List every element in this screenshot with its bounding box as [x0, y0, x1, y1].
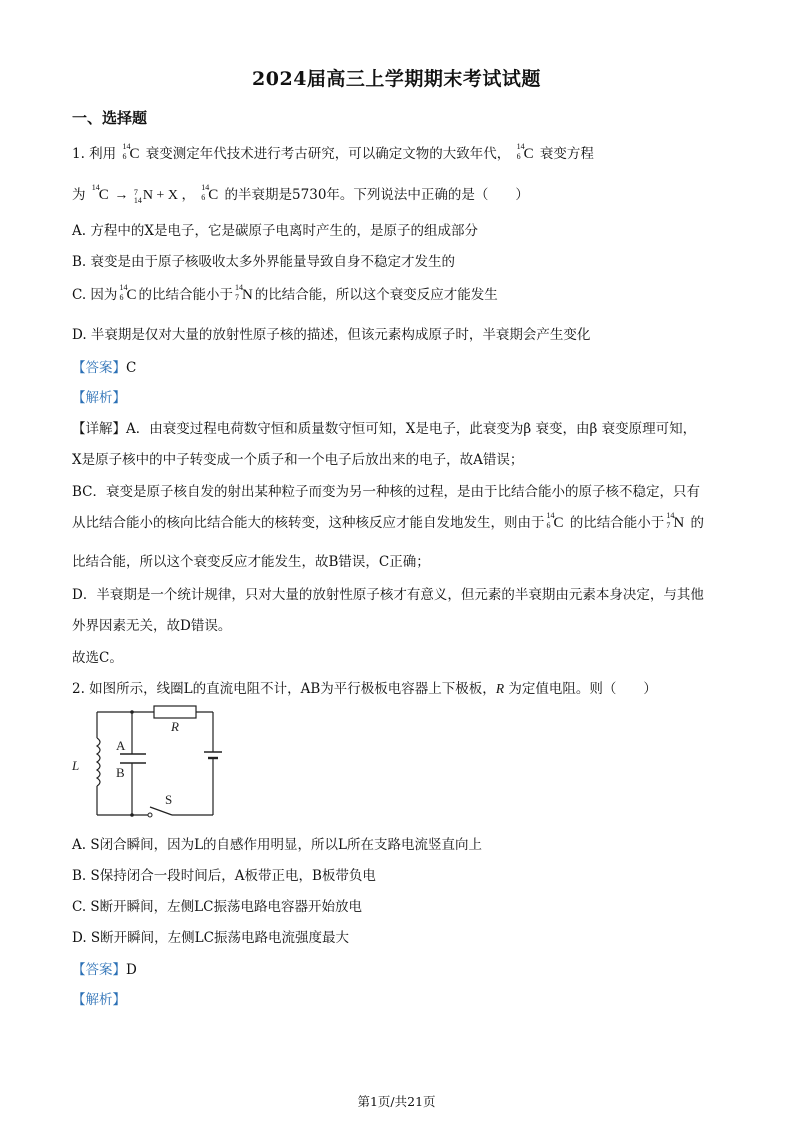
label-l: L — [72, 758, 80, 773]
q1-stem-text: 衰变方程 — [539, 146, 594, 162]
q1-detail-b-line3: 比结合能，所以这个衰变反应才能发生，故B错误，C正确； — [72, 554, 430, 570]
page-title: 2024届高三上学期期末考试试题 — [252, 68, 541, 90]
q1-stem-line2: 为 14 C → 14 7 N + X ， 14 6 C 的半衰期是5730年。下列说法中正确的是（ ） — [72, 183, 529, 205]
q2-stem: 2. 如图所示，线圈L的直流电阻不计，AB为平行极板电容器上下极板，R 为定值电阻。则（ ） — [72, 681, 657, 697]
section-heading: 一、选择题 — [72, 109, 148, 127]
inductor-l — [97, 738, 100, 786]
page-footer: 第1页/共21页 — [357, 1094, 436, 1109]
answer-value: C — [126, 360, 137, 376]
label-r: R — [171, 719, 179, 734]
nuclide-c14: 14 6 C — [201, 183, 219, 203]
q1-option-b: B. 衰变是由于原子核吸收太多外界能量导致自身不稳定才发生的 — [72, 254, 456, 270]
q1-option-c: C. 因为 14 6 C 的比结合能小于 14 7 N 的比结合能，所以这个衰变反应才能发生 — [72, 283, 498, 303]
q1-analysis-tag: 【解析】 — [72, 390, 126, 406]
q2-option-d: D. S断开瞬间，左侧LC振荡电路电流强度最大 — [72, 930, 349, 946]
lc-circuit-diagram — [70, 700, 230, 825]
q1-stem-line1 — [72, 142, 594, 163]
switch-s — [150, 807, 172, 815]
resistor-r — [154, 706, 196, 718]
q1-stem-text: 1. 利用 — [72, 146, 117, 162]
q1-detail-b-line1: BC．衰变是原子核自发的射出某种粒子而变为另一种核的过程，是由于比结合能小的原子核不稳定，只有 — [72, 484, 700, 500]
q1-detail-a-line1: 【详解】A．由衰变过程电荷数守恒和质量数守恒可知，X是电子，此衰变为β 衰变，由β 衰变原理可知， — [72, 421, 697, 437]
nuclide-c14: 14 6 C — [122, 142, 140, 162]
nuclide-c14: 14 6 C — [516, 142, 534, 162]
q2-analysis-tag: 【解析】 — [72, 992, 126, 1008]
answer-tag: 【答案】 — [72, 360, 126, 376]
q1-detail-b-line2: 从比结合能小的核向比结合能大的核转变，这种核反应才能自发地发生，则由于 14 6 C 的比结合能小于 14 7 N 的 — [72, 511, 704, 531]
q2-option-a: A. S闭合瞬间，因为L的自感作用明显，所以L所在支路电流竖直向上 — [72, 837, 483, 853]
label-s: S — [165, 792, 173, 807]
q1-option-d: D. 半衰期是仅对大量的放射性原子核的描述，但该元素构成原子时，半衰期会产生变化 — [72, 327, 591, 343]
q2-option-b: B. S保持闭合一段时间后，A板带正电，B板带负电 — [72, 868, 376, 884]
label-a: A — [116, 738, 126, 753]
q1-stem-text: 衰变测定年代技术进行考古研究，可以确定文物的大致年代， — [145, 146, 511, 162]
label-b: B — [116, 765, 125, 780]
q1-conclusion: 故选C。 — [72, 650, 123, 666]
detail-tag: 【详解】 — [72, 421, 126, 437]
decay-equation: 14 C → 14 7 N + X — [91, 183, 178, 205]
q1-option-a: A. 方程中的X是电子，它是碳原子电离时产生的，是原子的组成部分 — [72, 223, 478, 239]
q1-answer — [72, 359, 136, 377]
q1-detail-a-line2: X是原子核中的中子转变成一个质子和一个电子后放出来的电子，故A错误； — [72, 452, 524, 468]
q2-answer: 【答案】D — [72, 962, 137, 978]
q2-option-c: C. S断开瞬间，左侧LC振荡电路电容器开始放电 — [72, 899, 362, 915]
q1-detail-d-line2: 外界因素无关，故D错误。 — [72, 618, 232, 634]
q1-detail-d-line1: D．半衰期是一个统计规律，只对大量的放射性原子核才有意义，但元素的半衰期由元素本身决定，与其他 — [72, 587, 704, 603]
